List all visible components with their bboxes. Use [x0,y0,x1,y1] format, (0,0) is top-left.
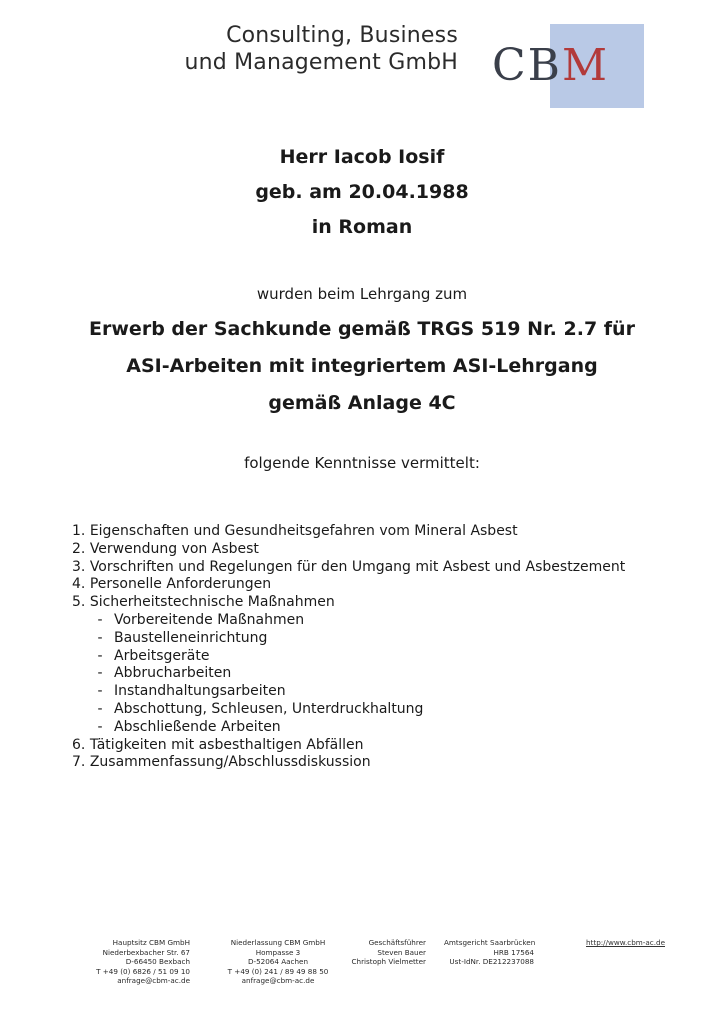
subtopic-text: Vorbereitende Maßnahmen [114,611,305,628]
course-title-line3: gemäß Anlage 4C [268,392,456,414]
footer-line: Amtsgericht Saarbrücken [444,938,536,947]
company-name-line1: Consulting, Business [226,23,458,48]
footer-line: D-66450 Bexbach [125,957,190,966]
logo-letter-c: C [492,40,528,91]
footer-branch [226,938,330,986]
footer-line: Hauptsitz CBM GmbH [112,938,190,947]
footer-line: Niederlassung CBM GmbH [230,938,326,947]
list-item [72,541,625,559]
recipient-birthdate: geb. am 20.04.1988 [255,181,469,203]
dash-bullet: - [97,718,103,735]
topic-number: 1. [72,523,86,539]
footer-line: Ust-IdNr. DE212237088 [449,957,534,966]
logo-letter-b: B [527,40,563,91]
sub-list-item [72,665,625,683]
intro-text: wurden beim Lehrgang zum [256,285,468,303]
topic-text: Vorschriften und Regelungen für den Umgang mit Asbest und Asbestzement [89,558,626,575]
footer-line: Steven Bauer [377,947,426,957]
subtopic-text: Abschließende Arbeiten [114,718,281,735]
dash-bullet: - [97,647,103,664]
topic-text: Tätigkeiten mit asbesthaltigen Abfällen [89,736,364,753]
sub-list-item [72,648,625,666]
list-item [72,523,625,541]
footer-management [346,938,426,967]
topic-text: Verwendung von Asbest [89,540,259,557]
list-item [72,559,625,577]
footer-registry [444,938,534,967]
course-title-line1: Erwerb der Sachkunde gemäß TRGS 519 Nr. 2.7 für [89,318,635,340]
footer-line: HRB 17564 [493,947,534,957]
sub-list-item [72,701,625,719]
subtopic-text: Abschottung, Schleusen, Unterdruckhaltung [114,700,424,717]
subtopic-text: Arbeitsgeräte [114,647,210,664]
topic-number: 6. [72,736,86,753]
dash-bullet: - [97,700,103,717]
logo-letter-m: M [562,40,610,91]
topic-number: 4. [72,576,86,593]
dash-bullet: - [97,611,103,628]
topic-number: 5. [72,594,86,611]
list-item [72,737,625,755]
list-item [72,754,625,772]
footer-line: T +49 (0) 6826 / 51 09 10 [96,966,190,976]
subtopic-text: Instandhaltungsarbeiten [114,683,286,700]
knowledge-intro: folgende Kenntnisse vermittelt: [244,454,480,472]
recipient-block [0,140,724,245]
sub-list-item [72,683,625,701]
dash-bullet: - [97,665,103,682]
topic-list [72,523,625,772]
footer-line: T +49 (0) 241 / 89 49 88 50 [227,966,329,976]
recipient-birthplace: in Roman [311,216,413,238]
footer-line: Niederbexbacher Str. 67 [102,947,190,957]
subtopic-text: Baustelleneinrichtung [114,629,268,646]
footer-email: anfrage@cbm-ac.de [241,976,315,985]
list-item [72,594,625,612]
footer-line: Geschäftsführer [368,938,426,947]
footer-line: Christoph Vielmetter [351,957,426,966]
topic-text: Sicherheitstechnische Maßnahmen [89,594,335,611]
company-name-line2: und Management GmbH [184,50,458,75]
course-title-line2: ASI-Arbeiten mit integriertem ASI-Lehrgang [126,355,598,377]
footer-email: anfrage@cbm-ac.de [117,976,190,985]
topic-number: 3. [72,558,86,575]
topic-number: 2. [72,540,86,557]
list-item [72,576,625,594]
footer-line: Hompasse 3 [255,947,301,957]
topic-text: Personelle Anforderungen [89,576,272,593]
topic-number: 7. [72,754,86,771]
course-title [0,311,724,422]
topic-text: Zusammenfassung/Abschlussdiskussion [89,754,371,771]
dash-bullet: - [97,683,103,700]
footer-website [586,938,666,948]
logo-text [492,38,609,94]
company-name [184,22,458,76]
topic-text: Eigenschaften und Gesundheitsgefahren vom Mineral Asbest [89,523,518,539]
footer-headquarters [94,938,190,986]
cbm-logo [492,24,644,108]
sub-list-item [72,630,625,648]
sub-list-item [72,719,625,737]
sub-list-item [72,612,625,630]
recipient-name: Herr Iacob Iosif [279,146,445,168]
dash-bullet: - [97,629,103,646]
footer-line: D-52064 Aachen [247,957,309,966]
subtopic-text: Abbrucharbeiten [114,665,232,682]
website-link[interactable]: http://www.cbm-ac.de [586,938,666,947]
